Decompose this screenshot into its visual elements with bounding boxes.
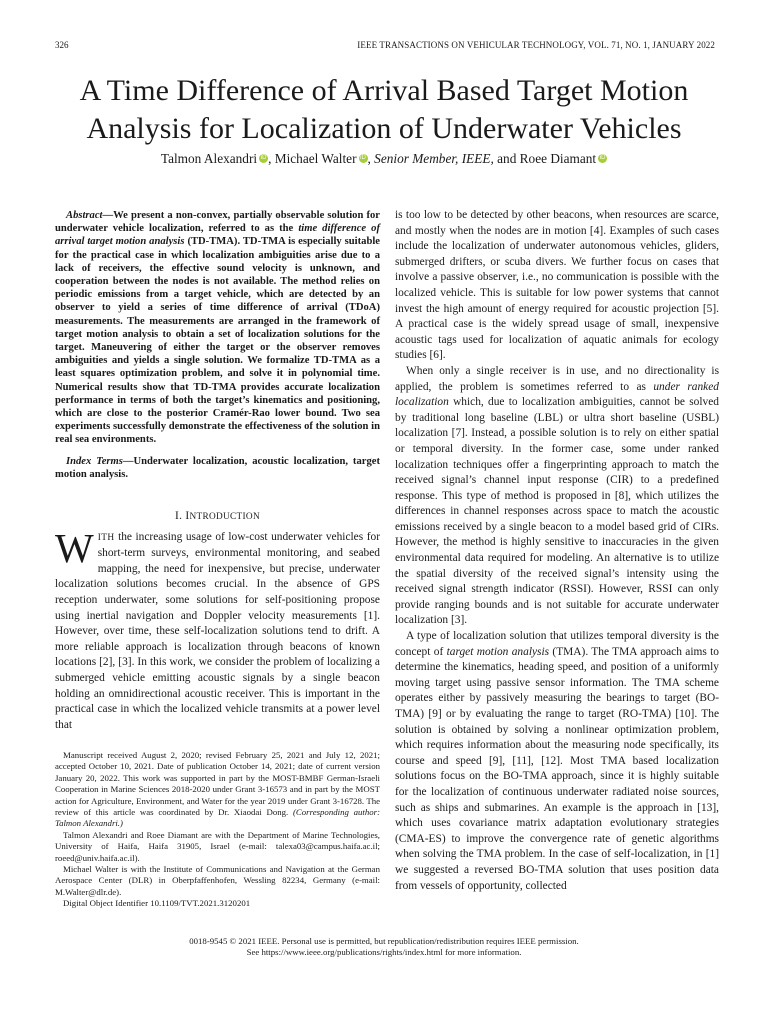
abstract-dash: — bbox=[102, 210, 114, 221]
index-terms bbox=[55, 455, 380, 481]
rights-link[interactable]: See https://www.ieee.org/publications/rights/index.html for more information. bbox=[246, 947, 522, 957]
drop-cap: W bbox=[55, 524, 94, 571]
index-dash: — bbox=[122, 455, 134, 467]
author-conjunction: and bbox=[497, 151, 517, 166]
footnote-affiliation: Michael Walter is with the Institute of Communications and Navigation at the German Aerospace Center (DLR) in Oberpfaffenhofen, Wessling 82234, Germany (e-mail: M.Walter@dlr.de). bbox=[55, 864, 380, 897]
body-paragraph bbox=[395, 629, 719, 894]
abstract-italic: time difference of arrival target motion analysis bbox=[55, 223, 380, 248]
introduction bbox=[55, 524, 380, 734]
intro-text: the increasing usage of low-cost underwater vehicles for short-term surveys, environmental monitoring, and seabed mapping, the need for inexpensive, but precise, underwater localization solutions becomes crucial. In the absence of GPS reception underwater, some solutions for self-positioning propose using inertial navigation and Doppler velocity measurements [1]. However, over time, these self-localization solutions tend to drift. A more reliable approach is localization through beacons of known locations [2], [3]. In this work, we consider the problem of localizing a submerged vehicle emitting acoustic signals by a single beacon holding an omnidirectional acoustic receiver. This is important in the practical case in which the localized vehicle transmits at a power level that bbox=[55, 530, 380, 731]
body-text: (TMA). The TMA approach aims to determine the kinematics, heading speed, and position of a uniformly moving target using passive sensor information. The TMA scheme operates either by passively measuring the bearings to target (BO-TMA) [9] or by evaluating the range to target (RO-TMA) [10]. The solution is obtained by solving a nonlinear optimization problem, which requires information about the measuring node specifically, its course and speed [9], [11], [12]. Most TMA based localization solutions focus on the BO-TMA approach, since it is highly suitable for the localization of continuous underwater radiated noise sources, such as ships and submarines. An example is the approach in [13], which uses covariance matrix adaptation evolutionary strategies (CMA-ES) to improve the convergence rate of genetic algorithms when solving the TMA problem. In the case of self-localization, in [1] we suggested a reversed BO-TMA solution that uses position data from vessels of opportunity, collected bbox=[395, 645, 719, 892]
abstract-part: We present a non-convex, partially observable solution for underwater vehicle localization, referred to as the bbox=[55, 210, 380, 235]
footnote-italic: (Corresponding author: Talmon Alexandri.) bbox=[55, 807, 380, 829]
left-column bbox=[55, 209, 380, 733]
author-name: Michael Walter bbox=[274, 151, 357, 166]
index-terms-label: Index Terms bbox=[66, 455, 123, 467]
body-paragraph: is too low to be detected by other beacons, when resources are scarce, and mostly when the nodes are in motion [4]. Examples of such cases include the localization of underwater autonomous vehicles, gliders, submerged drifters, or scuba divers. We further focus on cases that involve a passive observer, i.e., no communication is possible with the localized vehicle. This is suitable for low power systems that cannot invest the high amount of energy required for acoustic projection [5]. A practical case is the widely spread usage of small, inexpensive acoustic tags used for localization of aquatic animals for ecology studies [6]. bbox=[395, 209, 719, 362]
section-numeral: I. bbox=[175, 510, 183, 523]
footnote-doi: Digital Object Identifier 10.1109/TVT.2021.3120201 bbox=[63, 898, 251, 909]
body-text: When only a single receiver is in use, and no directionality is applied, the problem is sometimes referred to as bbox=[395, 364, 719, 393]
intro-cap-rest: ITH bbox=[97, 532, 115, 543]
title-line-1: A Time Difference of Arrival Based Target Motion bbox=[79, 74, 689, 107]
paper-title bbox=[0, 72, 768, 148]
body-italic: under ranked localization bbox=[395, 380, 719, 409]
body-text: A type of localization solution that utilizes temporal diversity is the concept of bbox=[395, 630, 719, 658]
section-title-rest: NTRODUCTION bbox=[189, 512, 260, 523]
page-number: 326 bbox=[55, 40, 69, 50]
copyright-line: 0018-9545 © 2021 IEEE. Personal use is permitted, but republication/redistribution requires IEEE permission. bbox=[189, 936, 579, 946]
abstract-label: Abstract bbox=[66, 210, 103, 221]
abstract-part: (TD-TMA). TD-TMA is especially suitable for the practical case in which localization ambiguities arise due to a lack of receivers, the effective sound velocity is unknown, and cooperation between the nodes is not available. The method relies on periodic emissions from a target vehicle, which are detected by an observer to yield a series of time difference of arrival (TDoA) measurements. The measurements are arranged in the framework of target motion analysis to obtain a set of localization solutions for the target. Maneuvering of either the target or the observer removes ambiguities and yields a single solution. We formalize TD-TMA as a least squares optimization problem, and solve it in polynomial time. Numerical results show that TD-TMA provides accurate localization performance in terms of both the target’s kinematics and positioning, which are close to the posterior Cramér-Rao lower bound. Two sea experiments successfully demonstrate the effectiveness of the solution in real sea environments. bbox=[55, 236, 380, 446]
author-name: Talmon Alexandri bbox=[160, 151, 258, 166]
author-name: Roee Diamant bbox=[519, 151, 597, 166]
orcid-icon[interactable]: iD bbox=[599, 155, 606, 161]
abstract bbox=[55, 209, 380, 481]
body-paragraph bbox=[395, 364, 719, 629]
abstract-text bbox=[55, 209, 380, 447]
author-role: Senior Member, IEEE, bbox=[374, 151, 494, 166]
copyright-notice bbox=[0, 936, 768, 958]
index-terms-text: Underwater localization, acoustic localization, target motion analysis. bbox=[55, 455, 380, 480]
title-line-2: Analysis for Localization of Underwater Vehicles bbox=[86, 112, 682, 145]
footnote-affiliation: Talmon Alexandri and Roee Diamant are with the Department of Marine Technologies, University of Haifa, Haifa 31905, Israel (e-mail: talexa03@campus.haifa.ac.il; roeed@univ.haifa.ac.il). bbox=[55, 829, 380, 863]
footnote-text: Manuscript received August 2, 2020; revised February 25, 2021 and July 12, 2021; accepted October 10, 2021. Date of publication October 14, 2021; date of current version January 20, 2022. This work was supported in part by the MOST-BMBF German-Israeli Cooperation in Marine Sciences 2018-2020 under Grant 3-16573 and in part by the MOST action for Agriculture, Environment, and Water for the year 2019 under Grant 3-16728. The review of this article was coordinated by Dr. Xiaodai Dong. bbox=[55, 750, 380, 818]
section-title-cap: I bbox=[185, 510, 190, 523]
section-heading bbox=[55, 509, 380, 526]
journal-header: IEEE TRANSACTIONS ON VEHICULAR TECHNOLOGY, VOL. 71, NO. 1, JANUARY 2022 bbox=[357, 40, 715, 50]
intro-paragraph bbox=[55, 524, 380, 734]
orcid-icon[interactable]: iD bbox=[360, 155, 366, 161]
body-text: which, due to localization ambiguities, cannot be solved by traditional long baseline (LBL) or ultra short baseline (USBL) localization [7]. Instead, a possible solution is to rely on either spatial or temporal diversity. In the former case, some under ranked localization techniques offer a fingerprinting approach to match the received signal’s channel input response (CIR) to a predefined response. This type of method is proposed in [8], which utilizes the differences in channel responses across space to match the acoustic emissions received by a single beacon to a model based grid of CIRs. However, the method is highly sensitive to inaccuracies in the given environmental data required for modeling. An alternative is to utilize the spatial diversity of the received signal’s intensity using the received signal strength indicator (RSSI). However, RSSI can only provide ranging bounds and is not suitable for accurate underwater localization [3]. bbox=[395, 396, 719, 627]
author-list: Talmon Alexandri iD , Michael Walter iD , Senior Member, IEEE, and Roee Diamant iD bbox=[160, 151, 606, 166]
orcid-icon[interactable]: iD bbox=[260, 155, 267, 161]
right-column bbox=[395, 208, 719, 894]
footnotes bbox=[55, 750, 380, 910]
body-italic: target motion analysis bbox=[446, 645, 550, 658]
footnote-manuscript bbox=[55, 750, 380, 830]
